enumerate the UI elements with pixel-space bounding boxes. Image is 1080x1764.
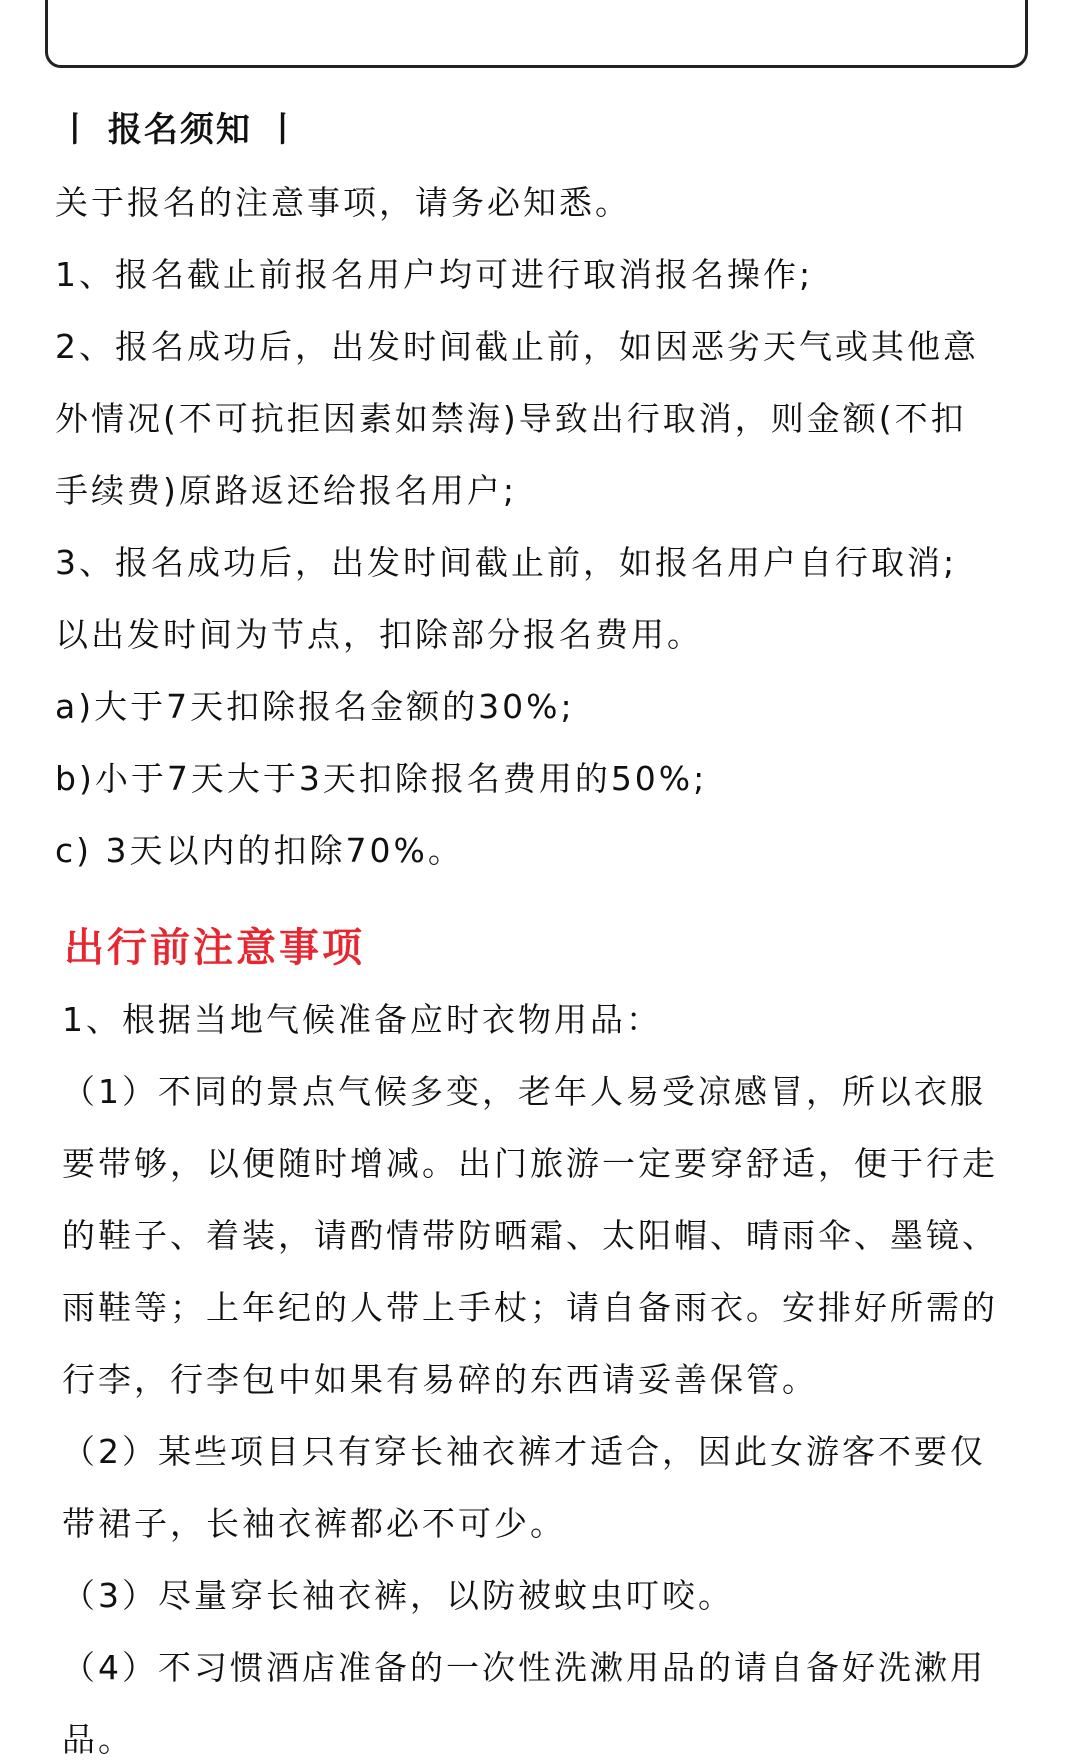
travel-line: （2）某些项目只有穿长袖衣裤才适合，因此女游客不要仅 [62, 1432, 986, 1471]
heading-bar-right: 丨 [265, 110, 302, 150]
notice-line: 手续费)原路返还给报名用户; [55, 471, 517, 510]
travel-line: 带裙子，长袖衣裤都必不可少。 [62, 1504, 566, 1543]
travel-line: （1）不同的景点气候多变，老年人易受凉感冒，所以衣服 [62, 1072, 986, 1111]
travel-line: 雨鞋等；上年纪的人带上手杖；请自备雨衣。安排好所需的 [62, 1288, 998, 1327]
notice-line: a)大于7天扣除报名金额的30%; [55, 687, 575, 726]
travel-line: （3）尽量穿长袖衣裤，以防被蚊虫叮咬。 [62, 1576, 734, 1615]
notice-line: 外情况(不可抗拒因素如禁海)导致出行取消，则金额(不扣 [55, 399, 967, 438]
top-card-frame [45, 0, 1028, 68]
travel-line: （4）不习惯酒店准备的一次性洗漱用品的请自备好洗漱用 [62, 1648, 986, 1687]
notice-line: 2、报名成功后，出发时间截止前，如因恶劣天气或其他意 [55, 327, 979, 366]
travel-line: 1、根据当地气候准备应时衣物用品： [62, 1000, 662, 1039]
notice-line: b)小于7天大于3天扣除报名费用的50%; [55, 759, 708, 798]
notice-line: 1、报名截止前报名用户均可进行取消报名操作; [55, 255, 814, 294]
notice-line: 3、报名成功后，出发时间截止前，如报名用户自行取消; [55, 543, 958, 582]
notice-line: 关于报名的注意事项，请务必知悉。 [55, 183, 631, 222]
travel-line: 的鞋子、着装，请酌情带防晒霜、太阳帽、晴雨伞、墨镜、 [62, 1216, 998, 1255]
heading-bar-left: 丨 [58, 110, 94, 150]
notice-line: c) 3天以内的扣除70%。 [55, 831, 464, 870]
travel-line: 要带够，以便随时增减。出门旅游一定要穿舒适，便于行走 [62, 1144, 998, 1183]
notice-heading [58, 104, 302, 156]
travel-heading: 出行前注意事项 [64, 925, 365, 971]
travel-line: 行李，行李包中如果有易碎的东西请妥善保管。 [62, 1360, 818, 1399]
travel-line: 品。 [62, 1720, 134, 1759]
notice-line: 以出发时间为节点，扣除部分报名费用。 [55, 615, 703, 654]
notice-title: 报名须知 [107, 110, 252, 150]
